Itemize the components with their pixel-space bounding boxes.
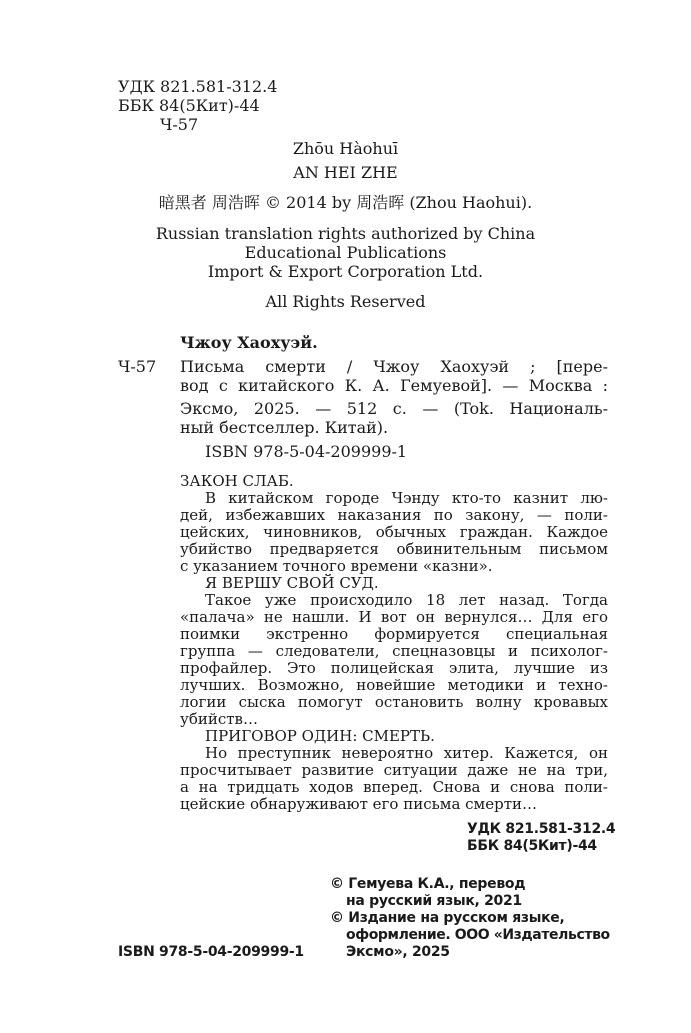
annotation-p2-line-5: профайлер. Это полицейская элита, лучшие из: [180, 659, 608, 677]
annotation-p1-line-3: цейских, чиновников, обычных граждан. Каждое: [180, 523, 608, 541]
title-pinyin: AN HEI ZHE: [293, 163, 398, 182]
annotation-p1-line-2: дей, избежавших наказания по закону, — поли-: [180, 506, 608, 524]
udk-code-top: УДК 821.581-312.4: [118, 77, 278, 96]
annotation-p2-line-3: поимки экстренно формируется специальная: [180, 625, 608, 643]
copyright-translation-line-2: на русский язык, 2021: [346, 893, 522, 909]
bbk-code-bottom: ББК 84(5Кит)-44: [467, 838, 597, 854]
rights-line-2: Educational Publications: [244, 243, 447, 262]
rights-line-3: Import & Export Corporation Ltd.: [207, 262, 484, 281]
annotation-heading-1: ЗАКОН СЛАБ.: [180, 472, 294, 490]
author-mark-top: Ч-57: [160, 115, 199, 134]
copyright-edition-line-2: оформление. ООО «Издательство: [346, 927, 610, 943]
catalog-line-3: Эксмо, 2025. — 512 с. — (Tok. Националь-: [180, 399, 608, 418]
annotation-p1-line-4: убийство предваряется обвинительным письмом: [180, 540, 608, 558]
annotation-p2-line-8: убийств…: [180, 710, 258, 728]
annotation-p2-line-2: «палача» не нашли. И вот он вернулся… Для его: [180, 608, 608, 626]
copyright-edition-line-1: © Издание на русском языке,: [330, 910, 565, 926]
annotation-p3-line-2: просчитывает развитие ситуации даже не на три,: [180, 761, 608, 779]
catalog-author-heading: Чжоу Хаохуэй.: [180, 333, 318, 352]
annotation-heading-2: Я ВЕРШУ СВОЙ СУД.: [205, 574, 379, 592]
catalog-line-4: ный бестселлер. Китай).: [180, 418, 389, 437]
udk-code-bottom: УДК 821.581-312.4: [467, 821, 616, 837]
annotation-p2-line-6: лучших. Возможно, новейшие методики и техно-: [180, 676, 608, 694]
catalog-mark: Ч-57: [118, 357, 157, 376]
annotation-p3-line-3: а на тридцать ходов вперед. Снова и снова поли-: [180, 778, 608, 796]
annotation-p2-line-4: группа — следователи, спецназовцы и психолог-: [180, 642, 608, 660]
annotation-p3-line-4: цейские обнаруживают его письма смерти…: [180, 795, 537, 813]
catalog-isbn: ISBN 978-5-04-209999-1: [205, 442, 408, 461]
annotation-p1-line-1: В китайском городе Чэнду кто-то казнит лю-: [205, 489, 608, 507]
original-copyright: 暗黑者 周浩晖 © 2014 by 周浩晖 (Zhou Haohui).: [158, 193, 533, 212]
annotation-heading-3: ПРИГОВОР ОДИН: СМЕРТЬ.: [205, 727, 435, 745]
isbn-bottom: ISBN 978-5-04-209999-1: [118, 944, 304, 960]
annotation-p2-line-1: Такое уже происходило 18 лет назад. Тогда: [205, 591, 608, 609]
catalog-line-1: Письма смерти / Чжоу Хаохуэй ; [пере-: [180, 357, 608, 376]
bbk-code-top: ББК 84(5Кит)-44: [118, 96, 260, 115]
author-pinyin: Zhōu Hàohuī: [292, 139, 399, 158]
annotation-p3-line-1: Но преступник невероятно хитер. Кажется, он: [205, 744, 608, 762]
rights-line-1: Russian translation rights authorized by China: [155, 224, 536, 243]
annotation-p2-line-7: логии сыска помогут остановить волну кровавых: [180, 693, 608, 711]
copyright-translation-line-1: © Гемуева К.А., перевод: [330, 876, 526, 892]
all-rights-reserved: All Rights Reserved: [265, 292, 426, 311]
annotation-p1-line-5: с указанием точного времени «казни».: [180, 557, 493, 575]
copyright-edition-line-3: Эксмо», 2025: [346, 944, 450, 960]
catalog-line-2: вод с китайского К. А. Гемуевой]. — Москва :: [180, 376, 608, 395]
